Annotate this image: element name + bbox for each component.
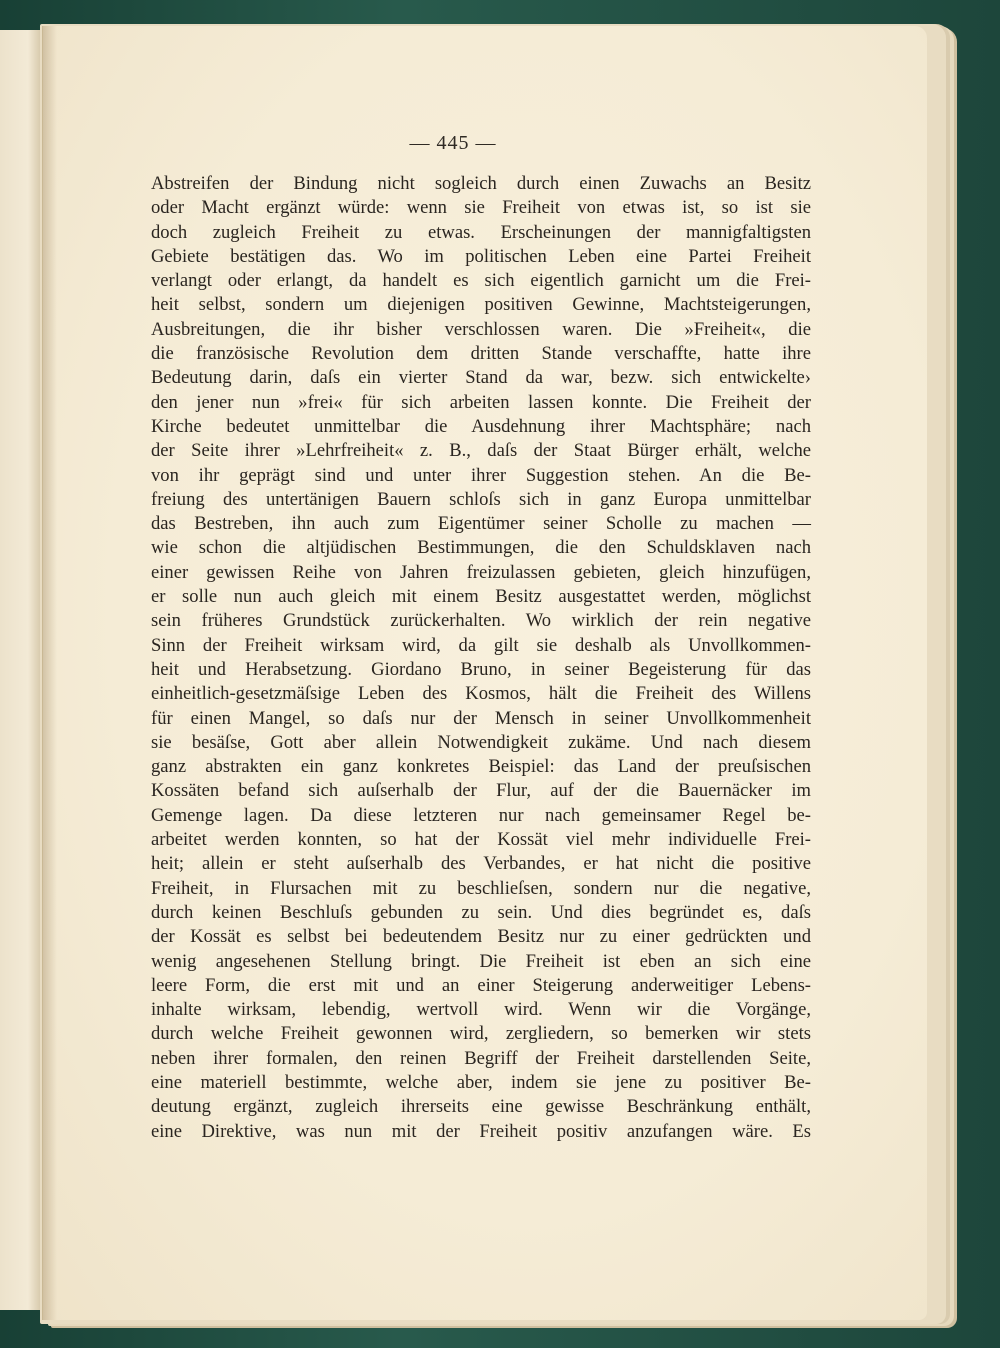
text-line: einheitlich-gesetzmäſsige Leben des Kosmos, hält die Freiheit des Willens <box>151 683 811 705</box>
text-line: verlangt oder erlangt, da handelt es sich eigentlich garnicht um die Frei- <box>151 270 811 292</box>
text-line: heit selbst, sondern um diejenigen positiven Gewinne, Machtsteigerungen, <box>151 294 811 316</box>
text-line: der Kossät es selbst bei bedeutendem Besitz nur zu einer gedrückten und <box>151 926 811 948</box>
text-line: heit; allein er steht auſserhalb des Verbandes, er hat nicht die positive <box>151 853 811 875</box>
text-line: eine materiell bestimmte, welche aber, indem sie jene zu positiver Be- <box>151 1071 811 1093</box>
text-line: heit und Herabsetzung. Giordano Bruno, in seiner Begeisterung für das <box>151 658 811 680</box>
text-line: Gebiete bestätigen das. Wo im politischen Leben eine Partei Freiheit <box>151 245 811 267</box>
text-line: ganz abstrakten ein ganz konkretes Beispiel: das Land der preuſsischen <box>151 756 811 778</box>
text-line: Gemenge lagen. Da diese letzteren nur nach gemeinsamer Regel be- <box>151 804 811 826</box>
page-gutter-shadow <box>43 26 57 1320</box>
text-line: wie schon die altjüdischen Bestimmungen, die den Schuldsklaven nach <box>151 537 811 559</box>
text-line: durch welche Freiheit gewonnen wird, zergliedern, so bemerken wir stets <box>151 1023 811 1045</box>
text-line: durch keinen Beschluſs gebunden zu sein. Und dies begründet es, daſs <box>151 901 811 923</box>
text-line: Ausbreitungen, die ihr bisher verschlossen waren. Die »Freiheit«, die <box>151 318 811 340</box>
text-line: wenig angesehenen Stellung bringt. Die Freiheit ist eben an sich eine <box>151 950 811 972</box>
text-line: Kossäten befand sich auſserhalb der Flur, auf der die Bauernäcker im <box>151 780 811 802</box>
page-number: — 445 — <box>409 132 497 154</box>
text-line: das Bestreben, ihn auch zum Eigentümer seiner Scholle zu machen — <box>151 513 811 535</box>
text-line: die französische Revolution dem dritten Stande verschaffte, hatte ihre <box>151 343 811 365</box>
text-line: doch zugleich Freiheit zu etwas. Erscheinungen der mannigfaltigsten <box>151 221 811 243</box>
text-line: von ihr geprägt sind und unter ihrer Suggestion stehen. An die Be- <box>151 464 811 486</box>
text-line: Abstreifen der Bindung nicht sogleich durch einen Zuwachs an Besitz <box>151 173 811 194</box>
left-page-edge <box>0 30 42 1310</box>
text-line: sie besäſse, Gott aber allein Notwendigkeit zukäme. Und nach diesem <box>151 731 811 753</box>
text-line: freiung des untertänigen Bauern schloſs sich in ganz Europa unmittelbar <box>151 488 811 510</box>
text-line: oder Macht ergänzt würde: wenn sie Freiheit von etwas ist, so ist sie <box>151 197 811 219</box>
text-line: sein früheres Grundstück zurückerhalten. Wo wirklich der rein negative <box>151 610 811 632</box>
body-text <box>151 172 811 1144</box>
text-line: Kirche bedeutet unmittelbar die Ausdehnung ihrer Machtsphäre; nach <box>151 415 811 437</box>
text-line: deutung ergänzt, zugleich ihrerseits eine gewisse Beschränkung enthält, <box>151 1096 811 1118</box>
book-page <box>42 26 927 1320</box>
text-line: einer gewissen Reihe von Jahren freizulassen gebieten, gleich hinzufügen, <box>151 561 811 583</box>
text-line: leere Form, die erst mit und an einer Steigerung anderweitiger Lebens- <box>151 974 811 996</box>
text-line: er solle nun auch gleich mit einem Besitz ausgestattet werden, möglichst <box>151 586 811 608</box>
text-line: Sinn der Freiheit wirksam wird, da gilt sie deshalb als Unvollkommen- <box>151 634 811 656</box>
text-line: arbeitet werden konnten, so hat der Kossät viel mehr individuelle Frei- <box>151 829 811 851</box>
text-line: Freiheit, in Flursachen mit zu beschlieſsen, sondern nur die negative, <box>151 877 811 899</box>
text-line: der Seite ihrer »Lehrfreiheit« z. B., daſs der Staat Bürger erhält, welche <box>151 440 811 462</box>
text-line: den jener nun »frei« für sich arbeiten lassen konnte. Die Freiheit der <box>151 391 811 413</box>
text-line: eine Direktive, was nun mit der Freiheit positiv anzufangen wäre. Es <box>151 1120 811 1142</box>
text-line: Bedeutung darin, daſs ein vierter Stand da war, bezw. sich entwickelte› <box>151 367 811 389</box>
text-line: inhalte wirksam, lebendig, wertvoll wird. Wenn wir die Vorgänge, <box>151 999 811 1021</box>
text-line: für einen Mangel, so daſs nur der Mensch in seiner Unvollkommenheit <box>151 707 811 729</box>
text-line: neben ihrer formalen, den reinen Begriff der Freiheit darstellenden Seite, <box>151 1047 811 1069</box>
